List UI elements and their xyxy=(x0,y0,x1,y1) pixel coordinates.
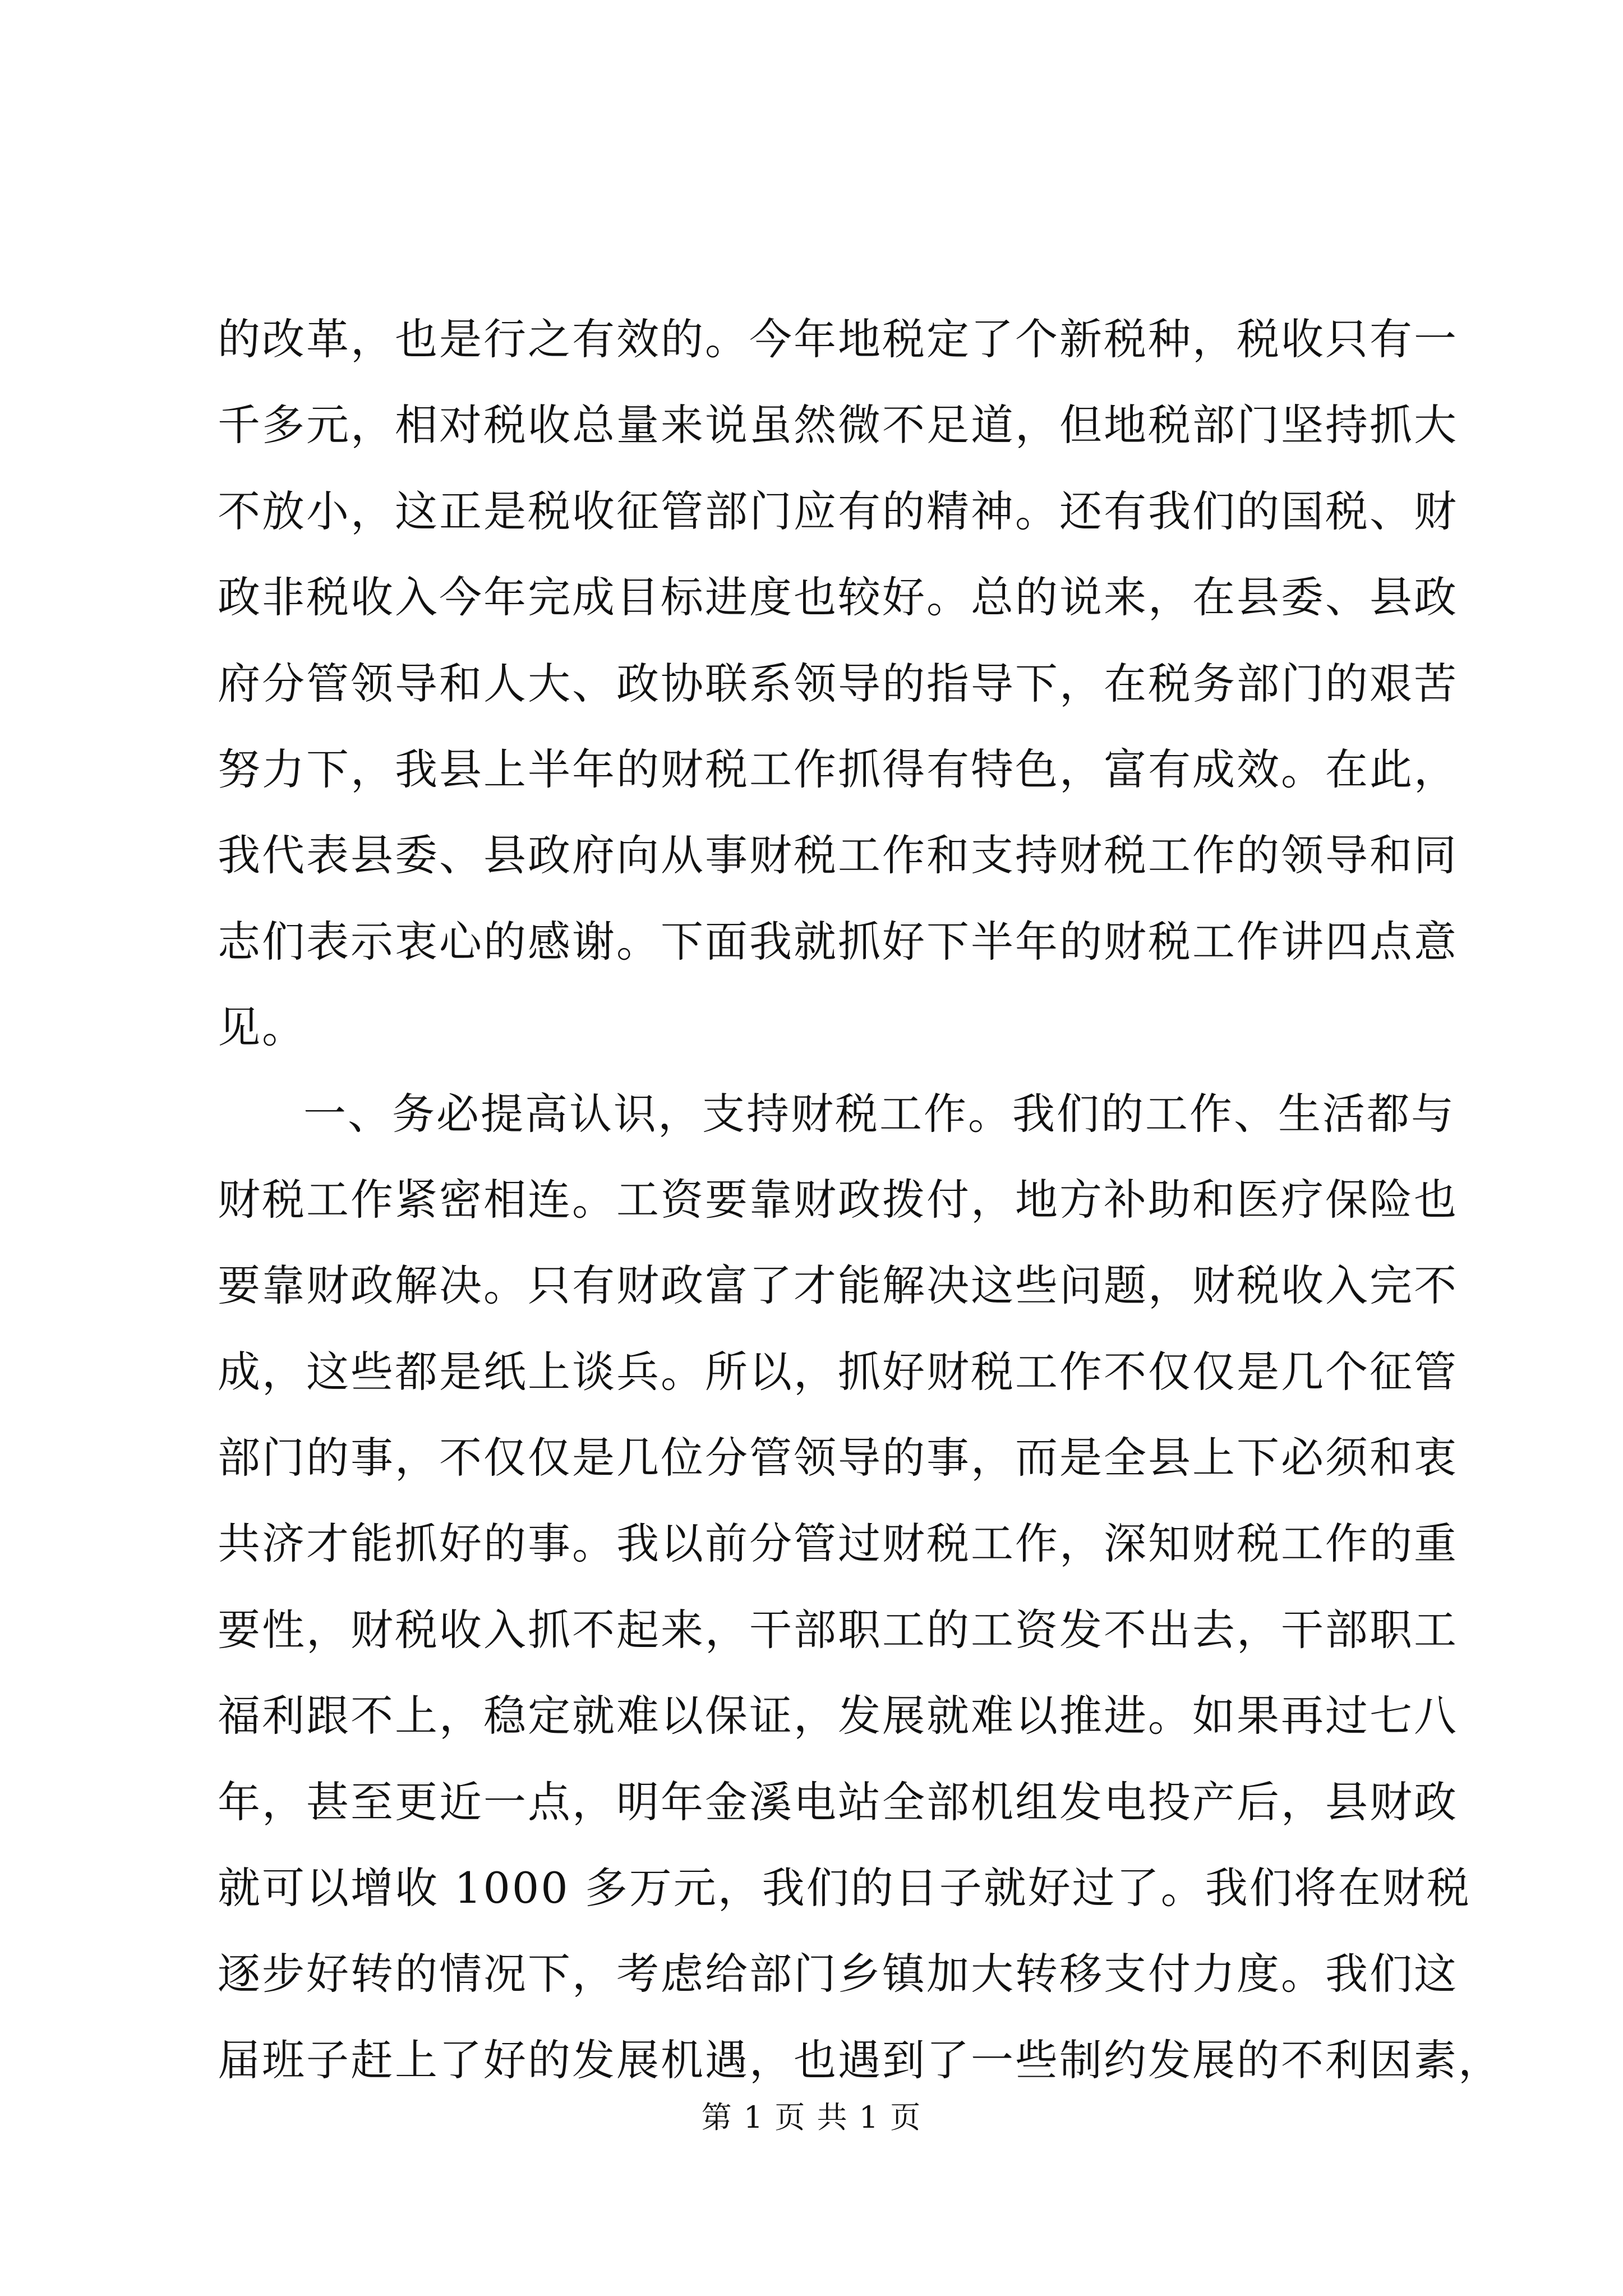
text-line: 府分管领导和人大、政协联系领导的指导下，在税务部门的艰苦 xyxy=(218,658,1458,708)
text-line: 成，这些都是纸上谈兵。所以，抓好财税工作不仅仅是几个征管 xyxy=(218,1346,1458,1397)
text-line: 财税工作紧密相连。工资要靠财政拨付，地方补助和医疗保险也 xyxy=(218,1174,1458,1225)
text-line: 努力下，我县上半年的财税工作抓得有特色，富有成效。在此， xyxy=(218,744,1458,794)
text-line: 千多元，相对税收总量来说虽然微不足道，但地税部门坚持抓大 xyxy=(218,400,1458,450)
text-line: 见。 xyxy=(218,1002,306,1053)
page-footer xyxy=(0,2095,1623,2140)
text-line: 政非税收入今年完成目标进度也较好。总的说来，在县委、县政 xyxy=(218,572,1458,623)
text-line: 不放小，这正是税收征管部门应有的精神。还有我们的国税、财 xyxy=(218,486,1458,536)
text-line: 届班子赶上了好的发展机遇，也遇到了一些制约发展的不利因素， xyxy=(218,2035,1502,2085)
text-line: 要靠财政解决。只有财政富了才能解决这些问题，财税收入完不 xyxy=(218,1260,1458,1311)
text-line: 的改革，也是行之有效的。今年地税定了个新税种，税收只有一 xyxy=(218,314,1458,364)
text-line: 福利跟不上，稳定就难以保证，发展就难以推进。如果再过七八 xyxy=(218,1691,1458,1741)
text-line: 就可以增收 1000 多万元，我们的日子就好过了。我们将在财税 xyxy=(218,1863,1471,1913)
document-body xyxy=(218,296,1502,2103)
text-line: 志们表示衷心的感谢。下面我就抓好下半年的财税工作讲四点意 xyxy=(218,916,1458,967)
text-line: 部门的事，不仅仅是几位分管领导的事，而是全县上下必须和衷 xyxy=(218,1433,1458,1483)
text-line: 我代表县委、县政府向从事财税工作和支持财税工作的领导和同 xyxy=(218,830,1458,881)
text-line: 共济才能抓好的事。我以前分管过财税工作，深知财税工作的重 xyxy=(218,1519,1458,1569)
text-line: 年，甚至更近一点，明年金溪电站全部机组发电投产后，县财政 xyxy=(218,1777,1458,1827)
text-line: 逐步好转的情况下，考虑给部门乡镇加大转移支付力度。我们这 xyxy=(218,1949,1458,1999)
text-line: 要性，财税收入抓不起来，干部职工的工资发不出去，干部职工 xyxy=(218,1604,1458,1655)
paragraph-first-line: 一、务必提高认识，支持财税工作。我们的工作、生活都与 xyxy=(303,1088,1455,1139)
page-number-label: 第 1 页 共 1 页 xyxy=(701,2100,922,2135)
